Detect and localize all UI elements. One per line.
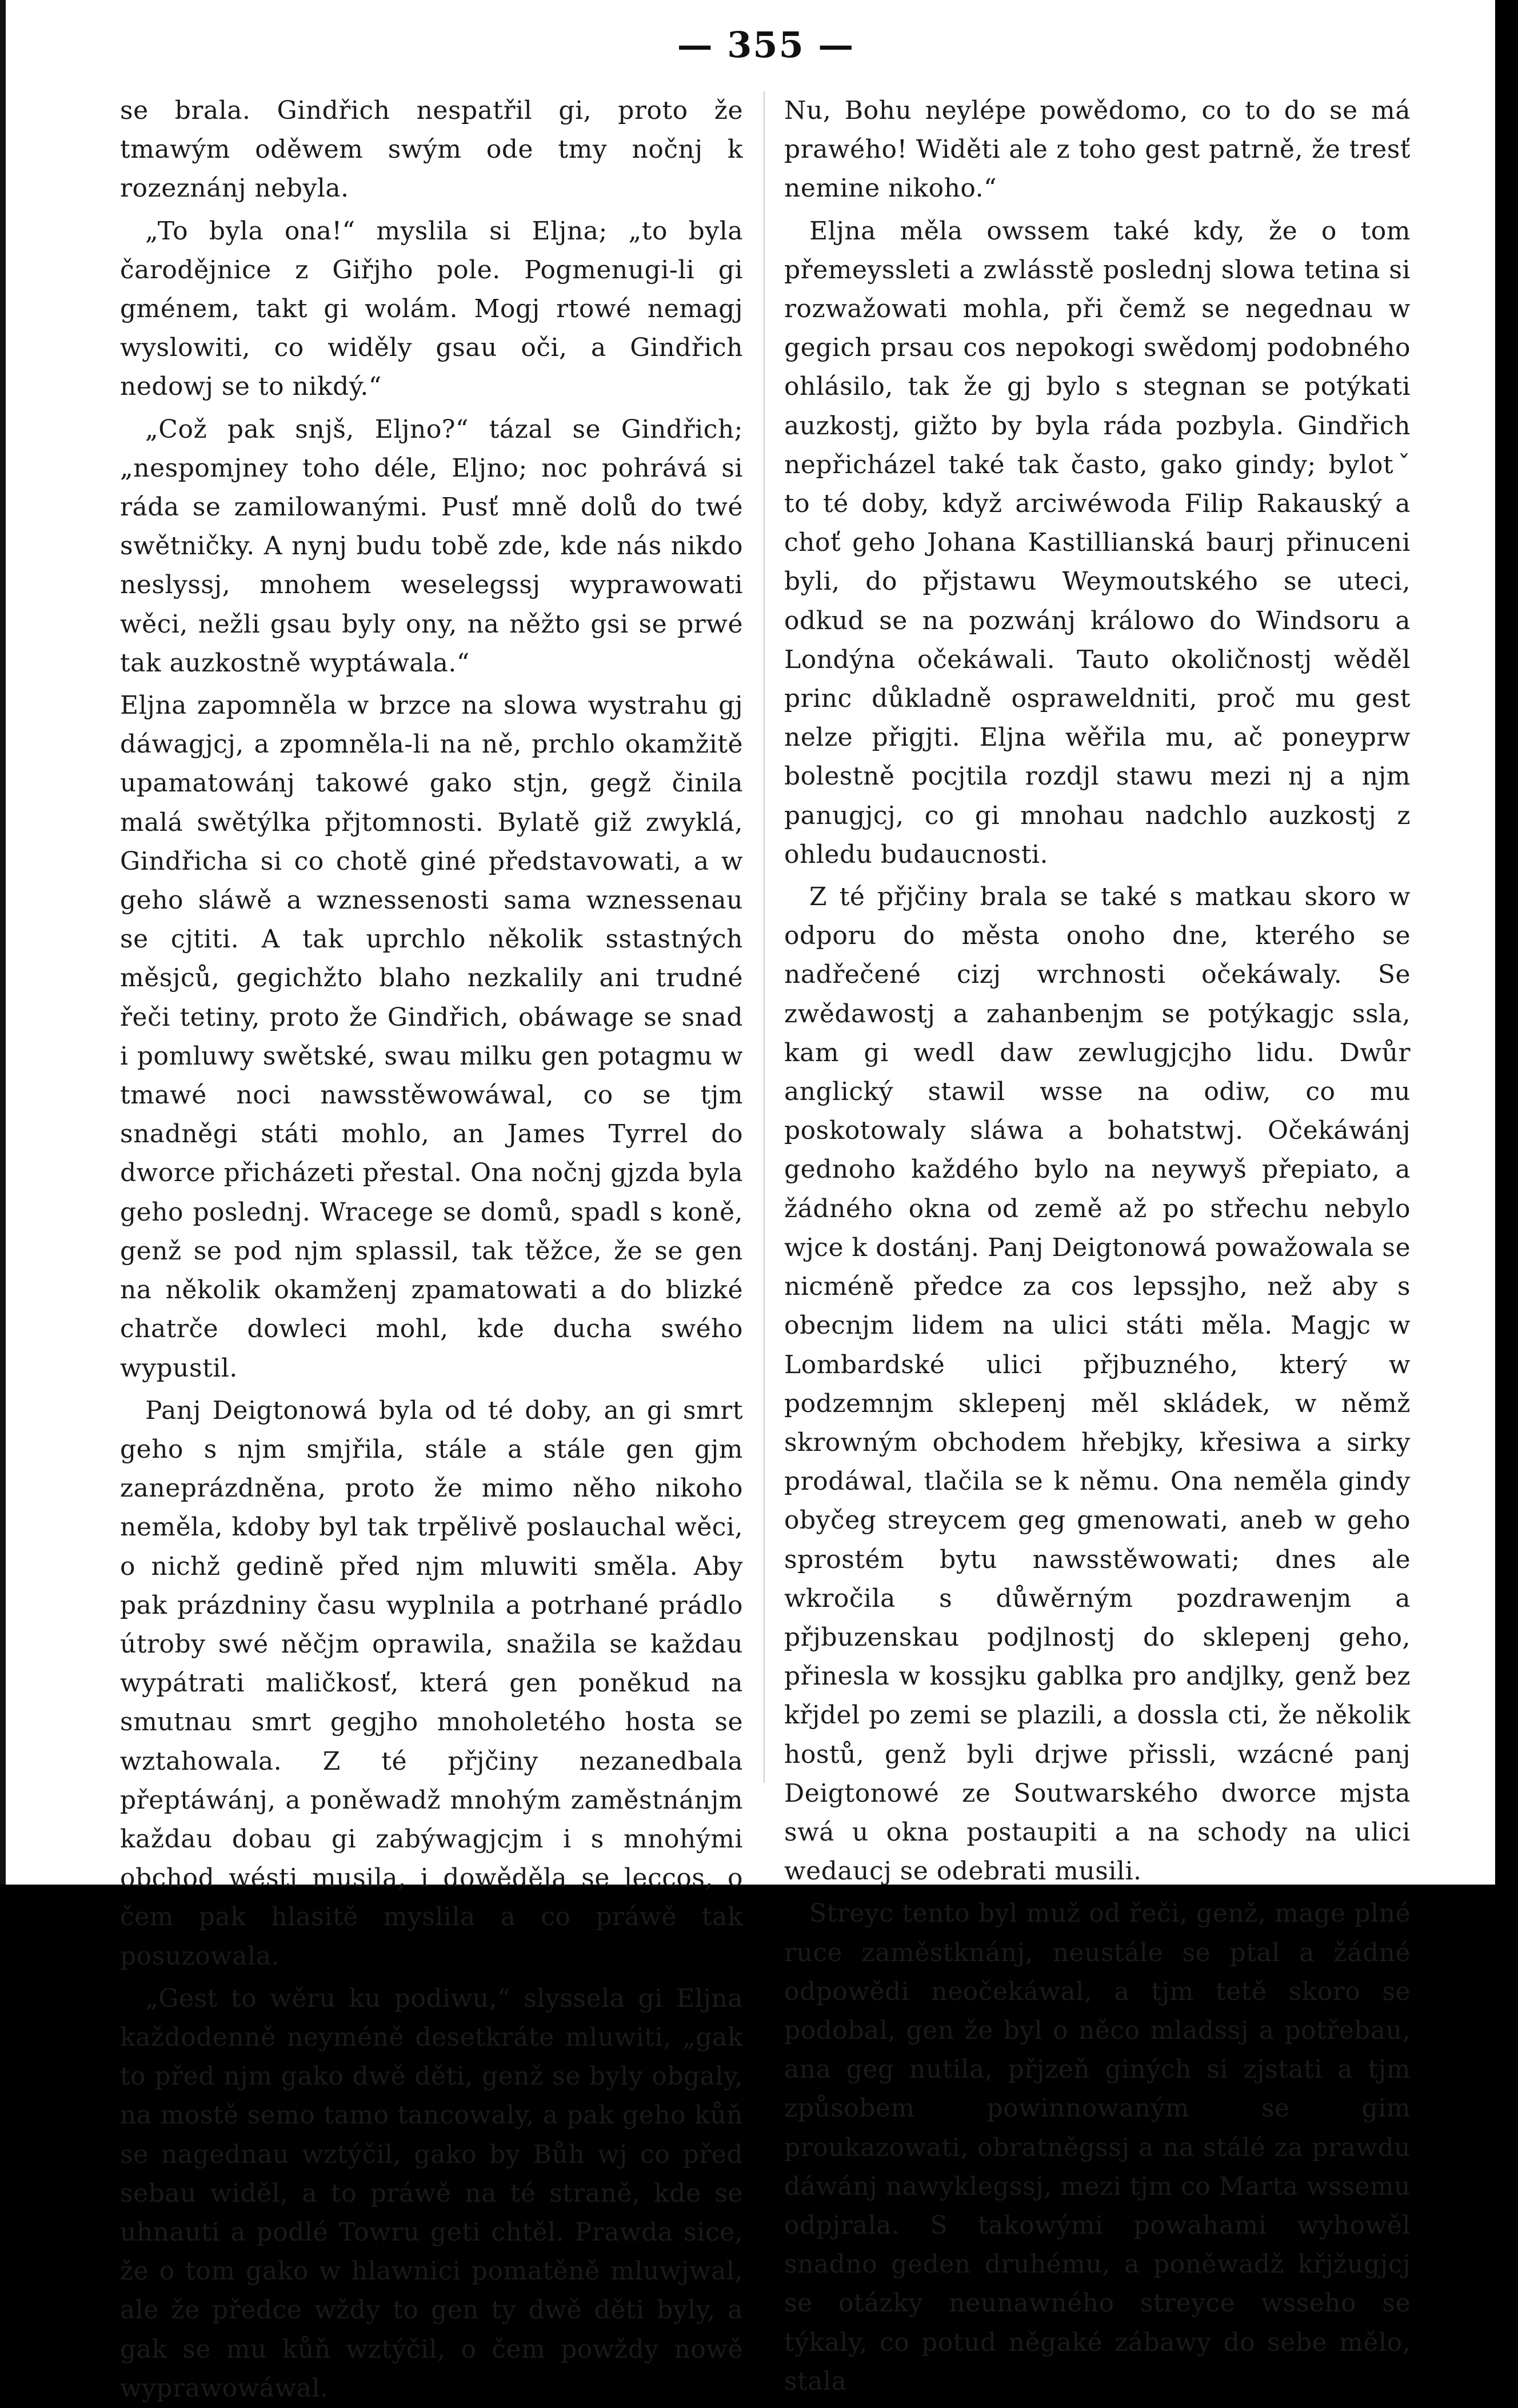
page-number: — 355 —: [677, 24, 855, 66]
paragraph: se brala. Gindřich nespatřil gi, proto že tmawým oděwem swým ode tmy nočnj k rozeznánj nebyla.: [120, 96, 743, 203]
paragraph: „Což pak snjš, Eljno?“ tázal se Gindřich; „nespomjney toho déle, Eljno; noc pohrává si ráda se zamilowanými. Pusť mně dolů do twé swětničky. A nynj budu tobě zde, kde nás nikdo neslyssj, mnohem weselegssj wyprawowati wěci, nežli gsau byly ony, na něžto gsi se prwé tak auzkostně wyptáwala.“: [120, 414, 743, 678]
column-divider: [764, 91, 765, 1783]
paragraph: Panj Deigtonowá byla od té doby, an gi smrt geho s njm smjřila, stále a stále gen gjm zaneprázdněna, proto že mimo něho nikoho neměla, kdoby byl tak trpělivě poslauchal wěci, o nichž gedině před njm mluwiti směla. Aby pak prázdniny času wyplnila a potrhané prádlo útroby swé něčjm oprawila, snažila se každau wypátrati maličkosť, která gen poněkud na smutnau smrt gegjho mnoholetého hosta se wztahowala. Z té přjčiny nezanedbala přeptáwánj, a poněwadž mnohým zaměstnánjm každau dobau gi zabýwagjcjm i s mnohými obchod wésti musila, i dowěděla se leccos, o čem pak hlasitě myslila a co práwě tak posuzowala.: [120, 1395, 743, 1971]
scan-border: [0, 0, 6, 1885]
paragraph: „To byla ona!“ myslila si Eljna; „to byla čarodějnice z Giřjho pole. Pogmenugi-li gi gménem, takt gi wolám. Mogj rtowé nemagj wyslowiti, co widěly gsau oči, a Gindřich nedowj se to nikdý.“: [120, 216, 743, 402]
paragraph: Eljna zapomněla w brzce na slowa wystrahu gj dáwagjcj, a zpomněla-li na ně, prchlo okamžitě upamatowánj takowé gako stjn, gegž činila malá swětýlka přjtomnosti. Bylatě giž zwyklá, Gindřicha si co chotě giné představowati, a w geho sláwě a wznessenosti sama wznessenau se cjtiti. A tak uprchlo několik sstastných měsjců, gegichžto blaho nezkalily ani trudné řeči tetiny, proto že Gindřich, obáwage se snad i pomluwy swětské, swau milku gen potagmu w tmawé noci nawsstěwowáwal, co se tjm snadněgi státi mohlo, an James Tyrrel do dworce přicházeti přestal. Ona nočnj gjzda byla geho poslednj. Wracege se domů, spadl s koně, genž se pod njm splassil, tak těžce, že se gen na několik okamženj zpamatowati a do blizké chatrče dowleci mohl, kde ducha swého wypustil.: [120, 691, 743, 1383]
left-column: [120, 91, 743, 2408]
paragraph: Eljna měla owssem také kdy, že o tom přemeyssleti a zwlásstě poslednj slowa tetina si rozwažowati mohla, při čemž se negednau w gegich prsau cos nepokogi swědomj podobného ohlásilo, tak že gj bylo s stegnan se potýkati auzkostj, gižto by byla ráda pozbyla. Gindřich nepřicházel také tak často, gako gindy; bylotˇ to té doby, když arciwéwoda Filip Rakauský a choť geho Johana Kastillianská baurj přinuceni byli, do přjstawu Weymoutského se uteci, odkud se na pozwánj králowo do Windsoru a Londýna očekáwali. Tauto okoličnostj wěděl princ důkladně ospraweldniti, proč mu gest nelze přigjti. Eljna wěřila mu, ač poneyprw bolestně pocjtila rozdjl stawu mezi nj a njm panugjcj, co gi mnohau nadchlo auzkostj z ohledu budaucnosti.: [784, 216, 1411, 869]
paragraph: „Gest to wěru ku podiwu,“ slyssela gi Eljna každodenně neyméně desetkráte mluwiti, „gak to před njm gako dwě děti, genž se byly obgaly, na mostě semo tamo tancowaly, a pak geho kůň se nagednau wztýčil, gako by Bůh wj co před sebau widěl, a to práwě na té straně, kde se uhnauti a podlé Towru geti chtěl. Prawda sice, že o tom gako w hlawnici pomatěně mluwjwal, ale že předce wždy to gen ty dwě děti byly, a gak se mu kůň wztýčil, o čem powždy nowě wyprawowáwal.: [120, 1983, 743, 2403]
paragraph: Streyc tento byl muž od řeči, genž, mage plné ruce zaměstknánj, neustále se ptal a žádné odpowědi neočekáwal, a tjm tetě skoro se podobal, gen že byl o něco mladssj a potřebau, ana geg nutila, přjzeň giných si zjstati a tjm způsobem powinnowaným se gim proukazowati, obratněgssj a na stálé za prawdu dáwánj nawyklegssj, mezi tjm co Marta wssemu odpjrala. S takowými powahami wyhowěl snadno geden druhému, a poněwadž křjžugjcj se otázky neunawného streyce wsseho se týkaly, co potud něgaké zábawy do sebe mělo, stala: [784, 1899, 1411, 2396]
paragraph: Z té přjčiny brala se také s matkau skoro w odporu do města onoho dne, kterého se nadřečené cizj wrchnosti očekáwaly. Se zwědawostj a zahanbenjm se potýkagjc ssla, kam gi wedl daw zewlugjcjho lidu. Dwůr anglický stawil wsse na odiw, co mu poskotowaly sláwa a bohatstwj. Očekáwánj gednoho každého bylo na neywyš přepiato, a žádného okna od země až po střechu nebylo wjce k dostánj. Panj Deigtonowá powažowala se nicméně předce za cos lepssjho, než aby s obecnjm lidem na ulici státi měla. Magjc w Lombardské ulici přjbuzného, který w podzemnjm sklepenj měl skládek, w němž skrowným obchodem hřebjky, křesiwa a sirky prodáwal, tlačila se k němu. Ona neměla gindy obyčeg streycem geg gmenowati, aneb w geho sprostém bytu nawsstěwowati; dnes ale wkročila s důwěrným pozdrawenjm a přjbuzenskau podjlnostj do sklepenj geho, přinesla w kossjku gablka pro andjlky, genž bez křjdel po zemi se plazili, a dossla cti, že několik hostů, genž byli drjwe přissli, wzácné panj Deigtonowé ze Soutwarského dworce mjsta swá u okna postaupiti a na schody na ulici wedaucj se odebrati musili.: [784, 882, 1411, 1886]
right-column: [784, 91, 1411, 2401]
paragraph: Nu, Bohu neylépe powědomo, co to do se má prawého! Widěti ale z toho gest patrně, že tresť nemine nikoho.“: [784, 96, 1411, 203]
